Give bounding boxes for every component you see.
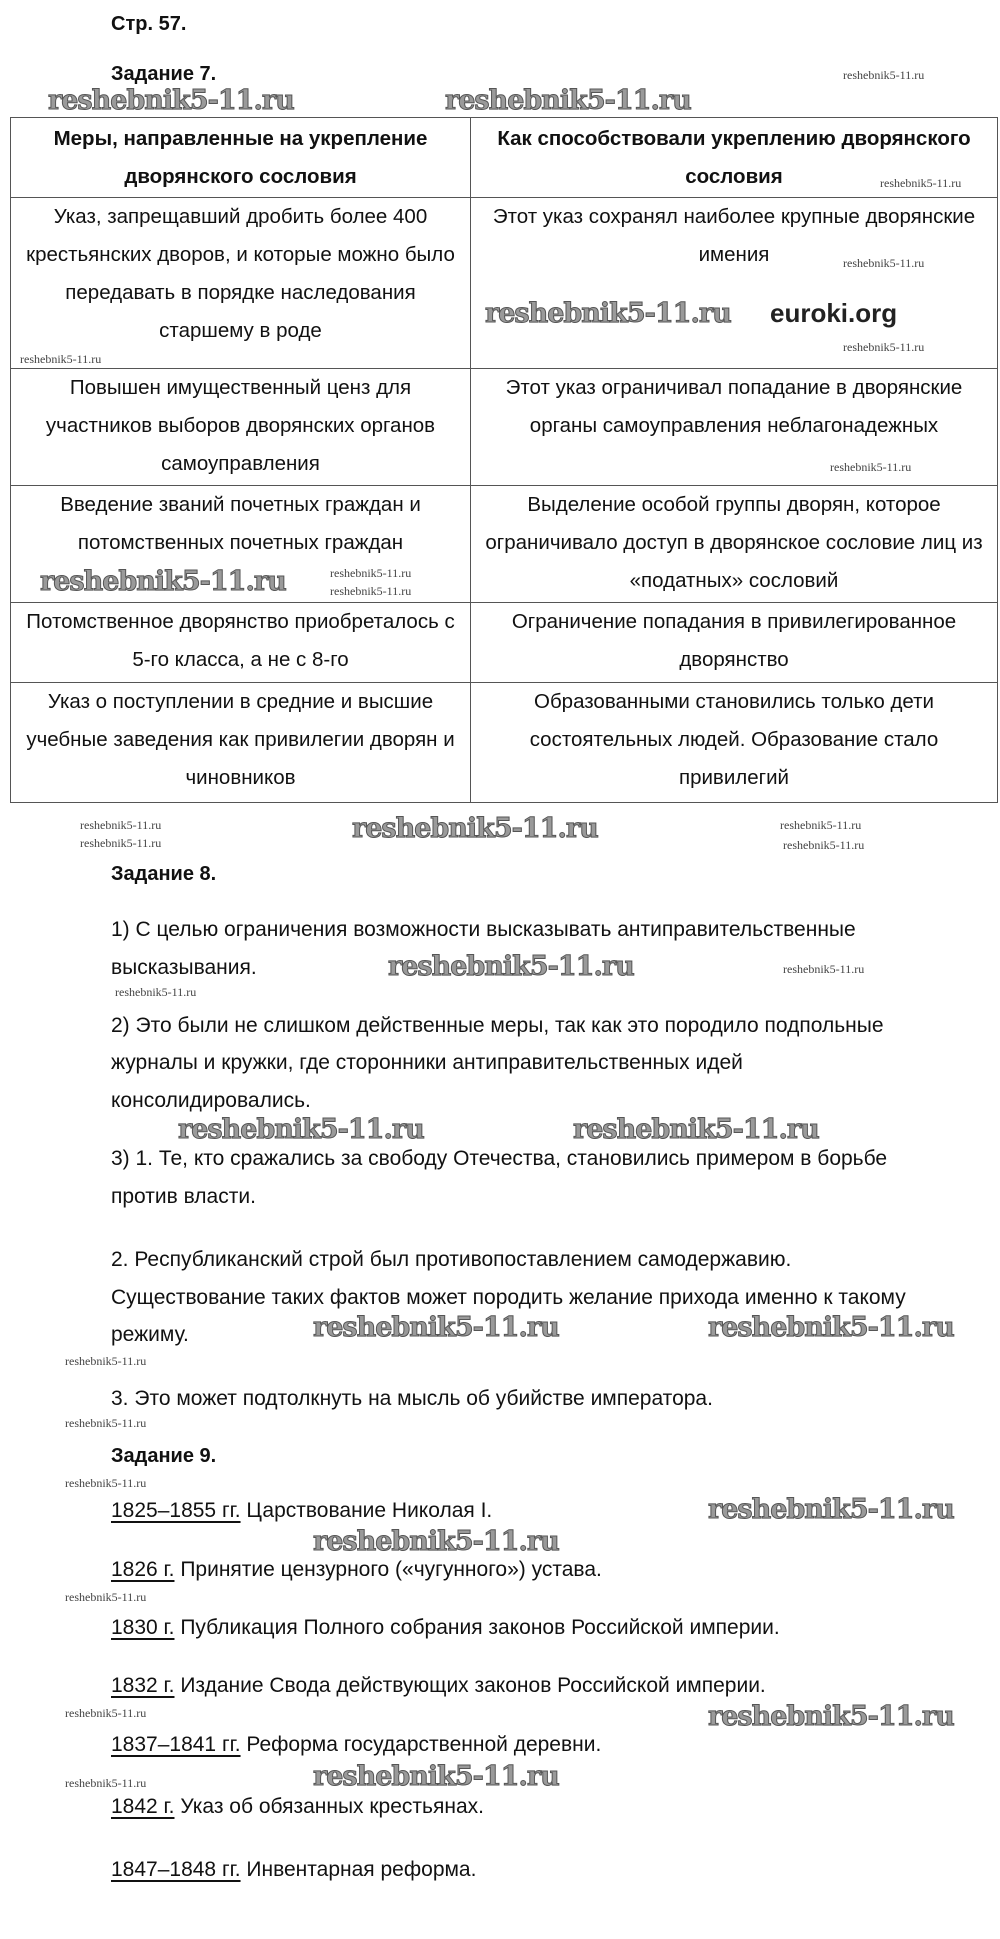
table-cell: Указ, запрещавший дробить более 400 крестьянских дворов, и которые можно было передавать в порядке наследования старшему в роде — [11, 198, 471, 369]
answer-line: 2. Республиканский строй был противопоставлением самодержавию. — [111, 1248, 792, 1271]
answer-line: 1) С целью ограничения возможности высказывать антиправительственные — [111, 918, 856, 941]
watermark-small: reshebnik5-11.ru — [330, 584, 412, 598]
timeline-item — [111, 1499, 492, 1523]
event-text: Принятие цензурного («чугунного») устава. — [180, 1558, 602, 1581]
watermark-small: reshebnik5-11.ru — [65, 1416, 147, 1430]
watermark-small: reshebnik5-11.ru — [843, 340, 925, 354]
table-cell: Повышен имущественный ценз для участников выборов дворянских органов самоуправления — [11, 369, 471, 486]
watermark-small: reshebnik5-11.ru — [330, 566, 412, 580]
watermark-small: reshebnik5-11.ru — [65, 1590, 147, 1604]
watermark-small: reshebnik5-11.ru — [65, 1706, 147, 1720]
answer-line: консолидировались. — [111, 1089, 311, 1112]
event-date: 1847–1848 гг. — [111, 1858, 241, 1881]
watermark: reshebnik5-11.ru — [40, 566, 286, 597]
timeline-item — [111, 1733, 601, 1757]
table-cell: Введение званий почетных граждан и потомственных почетных граждан — [11, 486, 471, 603]
watermark-small: reshebnik5-11.ru — [783, 962, 865, 976]
timeline-item — [111, 1674, 766, 1698]
watermark-small: reshebnik5-11.ru — [65, 1354, 147, 1368]
table-cell: Потомственное дворянство приобреталось с 5-го класса, а не с 8-го — [11, 603, 471, 683]
answer-line: 3) 1. Те, кто сражались за свободу Отечества, становились примером в борьбе — [111, 1147, 888, 1170]
task9-title: Задание 9. — [111, 1445, 217, 1467]
timeline-item — [111, 1558, 602, 1582]
table-header-row — [11, 118, 998, 198]
task7-title: Задание 7. — [111, 63, 217, 85]
event-text: Публикация Полного собрания законов Российской империи. — [180, 1616, 780, 1639]
table-cell: Указ о поступлении в средние и высшие учебные заведения как привилегии дворян и чиновников — [11, 683, 471, 803]
timeline-item — [111, 1616, 780, 1640]
event-date: 1826 г. — [111, 1558, 175, 1581]
watermark-small: reshebnik5-11.ru — [783, 838, 865, 852]
watermark-small: reshebnik5-11.ru — [80, 836, 162, 850]
watermark: reshebnik5-11.ru — [313, 1761, 559, 1792]
event-date: 1842 г. — [111, 1795, 175, 1818]
watermark-small: reshebnik5-11.ru — [830, 460, 912, 474]
watermark-small: reshebnik5-11.ru — [843, 68, 925, 82]
watermark: reshebnik5-11.ru — [352, 813, 598, 844]
watermark-small: reshebnik5-11.ru — [115, 985, 197, 999]
watermark: reshebnik5-11.ru — [573, 1114, 819, 1145]
event-date: 1832 г. — [111, 1674, 175, 1697]
watermark: reshebnik5-11.ru — [445, 85, 691, 116]
watermark-small: reshebnik5-11.ru — [880, 176, 962, 190]
watermark-small: reshebnik5-11.ru — [780, 818, 862, 832]
answer-line: против власти. — [111, 1185, 256, 1208]
answer-line: высказывания. — [111, 956, 257, 979]
watermark: reshebnik5-11.ru — [708, 1312, 954, 1343]
watermark-small: reshebnik5-11.ru — [65, 1476, 147, 1490]
timeline-item — [111, 1858, 476, 1882]
answer-line: Существование таких фактов может породить желание прихода именно к такому — [111, 1286, 906, 1309]
table-row — [11, 683, 998, 803]
event-date: 1830 г. — [111, 1616, 175, 1639]
watermark: reshebnik5-11.ru — [313, 1312, 559, 1343]
answer-line: 2) Это были не слишком действенные меры, так как это породило подпольные — [111, 1014, 884, 1037]
table-cell: Выделение особой группы дворян, которое ограничивало доступ в дворянское сословие лиц из «податных» сословий — [471, 486, 998, 603]
header-cell: Как способствовали укреплению дворянского сословия — [471, 118, 998, 198]
watermark: reshebnik5-11.ru — [48, 85, 294, 116]
watermark: reshebnik5-11.ru — [485, 298, 731, 329]
page-label: Стр. 57. — [111, 13, 187, 35]
table-cell: Этот указ сохранял наиболее крупные дворянские имения — [471, 198, 998, 369]
watermark: reshebnik5-11.ru — [708, 1494, 954, 1525]
event-date: 1837–1841 гг. — [111, 1733, 241, 1756]
event-text: Инвентарная реформа. — [246, 1858, 477, 1881]
watermark: reshebnik5-11.ru — [388, 951, 634, 982]
watermark-small: reshebnik5-11.ru — [80, 818, 162, 832]
answer-line: режиму. — [111, 1323, 189, 1346]
answer-line: 3. Это может подтолкнуть на мысль об убийстве императора. — [111, 1387, 713, 1410]
event-text: Реформа государственной деревни. — [246, 1733, 602, 1756]
watermark: reshebnik5-11.ru — [708, 1701, 954, 1732]
header-cell: Меры, направленные на укрепление дворянского сословия — [11, 118, 471, 198]
table-row — [11, 603, 998, 683]
event-date: 1825–1855 гг. — [111, 1499, 241, 1522]
answer-line: журналы и кружки, где сторонники антиправительственных идей — [111, 1051, 743, 1074]
watermark: reshebnik5-11.ru — [178, 1114, 424, 1145]
watermark-small: reshebnik5-11.ru — [843, 256, 925, 270]
watermark-euroki: euroki.org — [770, 298, 898, 328]
watermark-small: reshebnik5-11.ru — [65, 1776, 147, 1790]
watermark-small: reshebnik5-11.ru — [20, 352, 102, 366]
event-text: Издание Свода действующих законов Российской империи. — [180, 1674, 766, 1697]
event-text: Указ об обязанных крестьянах. — [180, 1795, 484, 1818]
watermark: reshebnik5-11.ru — [313, 1526, 559, 1557]
timeline-item — [111, 1795, 484, 1819]
table-cell: Ограничение попадания в привилегированное дворянство — [471, 603, 998, 683]
table-cell: Образованными становились только дети состоятельных людей. Образование стало привилегий — [471, 683, 998, 803]
table-cell: Этот указ ограничивал попадание в дворянские органы самоуправления неблагонадежных — [471, 369, 998, 486]
task8-title: Задание 8. — [111, 863, 217, 885]
event-text: Царствование Николая I. — [246, 1499, 493, 1522]
